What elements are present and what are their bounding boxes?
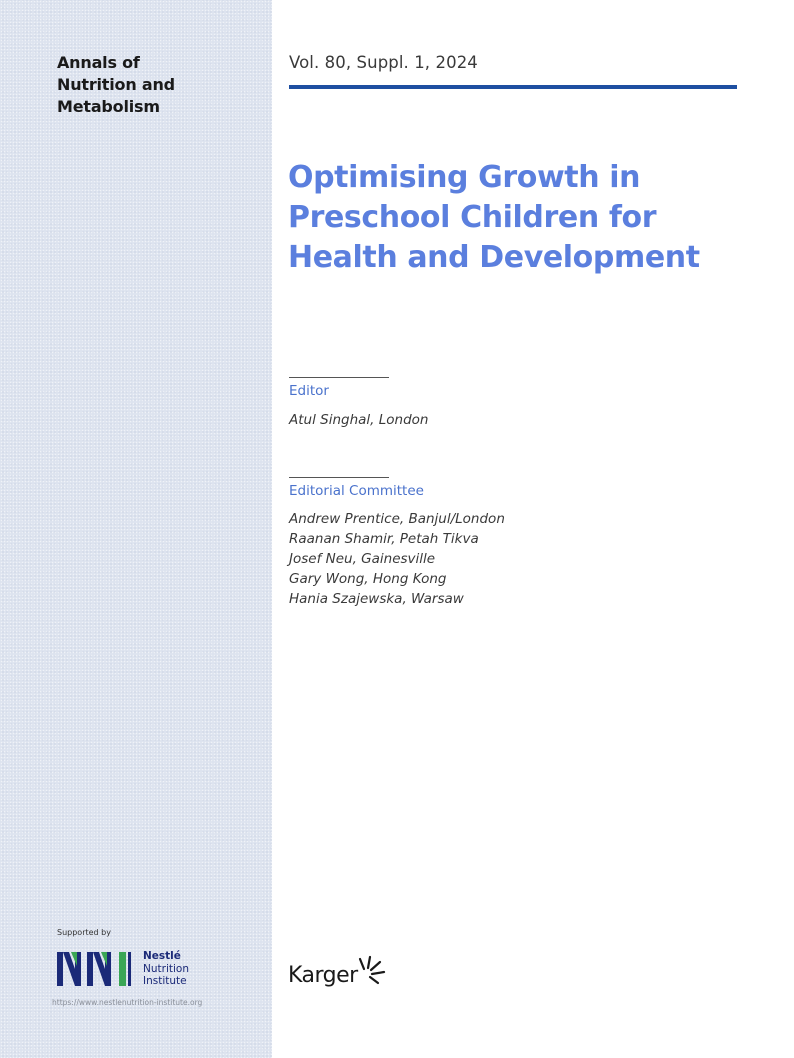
person-name: Gary Wong, Hong Kong — [289, 571, 447, 587]
journal-title — [57, 52, 175, 118]
committee-list — [289, 509, 505, 609]
title-line: Preschool Children for — [288, 200, 657, 235]
header-divider — [289, 85, 737, 89]
publisher-logo — [288, 955, 408, 995]
person-name: Raanan Shamir, Petah Tikva — [289, 531, 479, 547]
title-line: Health and Development — [288, 240, 700, 275]
nni-logo-icon — [57, 952, 137, 986]
journal-title-line: Nutrition and — [57, 75, 175, 94]
title-line: Optimising Growth in — [288, 160, 641, 195]
volume-info: Vol. 80, Suppl. 1, 2024 — [289, 53, 478, 72]
sponsor-logo — [57, 950, 217, 990]
sponsor-url[interactable]: https://www.nestlenutrition-institute.org — [52, 998, 203, 1007]
supported-by-label: Supported by — [57, 928, 111, 937]
sidebar-panel — [0, 0, 272, 1058]
committee-divider — [289, 477, 389, 478]
sponsor-name-line: Nutrition — [143, 962, 189, 975]
journal-title-line: Metabolism — [57, 97, 160, 116]
journal-title-line: Annals of — [57, 53, 140, 72]
person-name: Josef Neu, Gainesville — [289, 551, 436, 567]
sponsor-name — [143, 950, 189, 988]
person-name: Atul Singhal, London — [289, 412, 429, 428]
sponsor-name-line: Institute — [143, 975, 187, 987]
publisher-name: Karger — [288, 963, 358, 988]
editor-label: Editor — [289, 383, 329, 399]
editor-name — [289, 410, 428, 430]
sponsor-name-line: Nestlé — [143, 950, 181, 962]
page-title — [288, 158, 728, 278]
person-name: Andrew Prentice, Banjul/London — [289, 511, 505, 527]
person-name: Hania Szajewska, Warsaw — [289, 591, 464, 607]
committee-label: Editorial Committee — [289, 483, 424, 499]
editor-divider — [289, 377, 389, 378]
karger-sparks-icon — [358, 955, 390, 985]
